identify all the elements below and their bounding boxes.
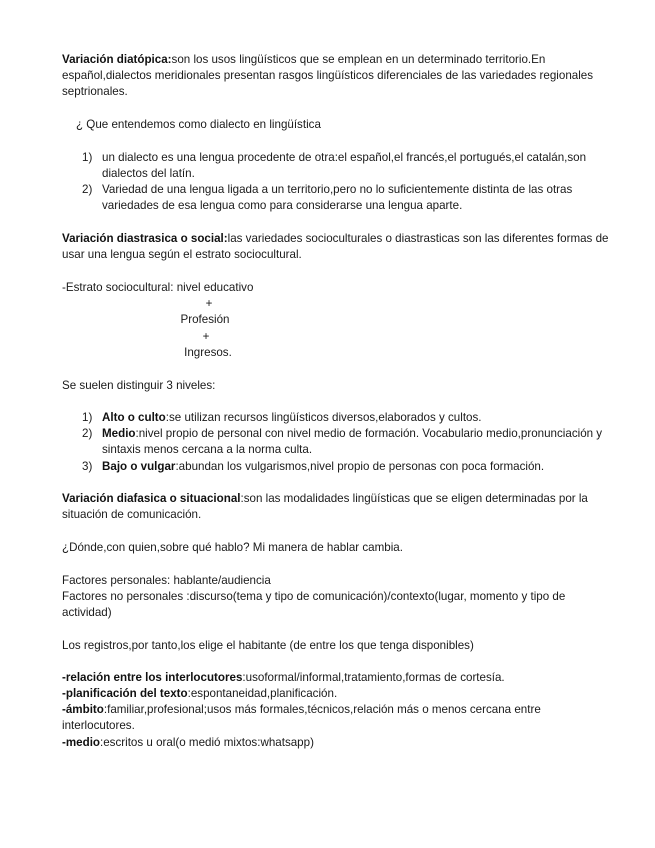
diastratica-paragraph (62, 231, 610, 263)
list-number: 3) (82, 460, 93, 473)
nivel-text: :se utilizan recursos lingüísticos diversos,elaborados y cultos. (165, 411, 482, 424)
plus-sign: + (202, 330, 210, 343)
registro-text: :escritos u oral(o medió mixtos:whatsapp) (100, 736, 314, 749)
diastratica-term: Variación diastrasica o social: (62, 232, 228, 245)
diafasica-term: Variación diafasica o situacional (62, 492, 241, 505)
diastratica-text: las variedades socioculturales o diastrasticas son las diferentes formas de usar una lengua según el estrato sociocultural. (62, 232, 609, 262)
list-number: 2) (82, 183, 93, 196)
nivel-term: Medio (102, 427, 136, 440)
registro-item (62, 686, 610, 702)
list-text: Variedad de una lengua ligada a un territorio,pero no lo suficientemente distinta de las otras variedades de esa lengua como para considerarse una lengua aparte. (102, 183, 573, 213)
registro-text: :usoformal/informal,tratamiento,formas de cortesía. (242, 671, 505, 684)
registro-item (62, 670, 610, 686)
registro-item (62, 735, 610, 751)
factores-no-personales: Factores no personales :discurso(tema y tipo de comunicación)/contexto(lugar, momento y tipo de actividad) (62, 590, 566, 620)
ingresos-label: Ingresos. (184, 346, 232, 359)
estrato-label: -Estrato sociocultural: nivel educativo (62, 281, 254, 294)
registro-term: -planificación del texto (62, 687, 188, 700)
niveles-intro: Se suelen distinguir 3 niveles: (62, 379, 216, 392)
nivel-term: Alto o culto (102, 411, 166, 424)
factores-personales: Factores personales: hablante/audiencia (62, 574, 271, 587)
list-text (102, 426, 612, 458)
diafasica-paragraph (62, 491, 610, 523)
profesion-label: Profesión (180, 313, 230, 326)
registro-item (62, 702, 610, 734)
diatopica-text: son los usos lingüísticos que se emplean en un determinado territorio.En español,dialectos meridionales presentan rasgos lingüísticos diferenciales de las variedades regionales septrionales. (62, 53, 594, 99)
registro-term: -relación entre los interlocutores (62, 671, 243, 684)
registro-text: :espontaneidad,planificación. (187, 687, 338, 700)
nivel-term: Bajo o vulgar (102, 460, 176, 473)
list-number: 2) (82, 427, 93, 440)
dialect-question: ¿ Que entendemos como dialecto en lingüística (76, 118, 321, 131)
situation-question: ¿Dónde,con quien,sobre qué hablo? Mi manera de hablar cambia. (62, 541, 403, 554)
list-text (102, 459, 612, 475)
registros-intro: Los registros,por tanto,los elige el habitante (de entre los que tenga disponibles) (62, 639, 474, 652)
registro-text: :familiar,profesional;usos más formales,técnicos,relación más o menos cercana entre interlocutores. (62, 703, 541, 733)
nivel-text: :abundan los vulgarismos,nivel propio de personas con poca formación. (175, 460, 545, 473)
list-number: 1) (82, 411, 93, 424)
nivel-text: :nivel propio de personal con nivel medio de formación. Vocabulario medio,pronunciación y sintaxis menos cercana a la norma culta. (102, 427, 603, 457)
list-text: un dialecto es una lengua procedente de otra:el español,el francés,el portugués,el catalán,son dialectos del latín. (102, 151, 587, 181)
registro-term: -medio (62, 736, 101, 749)
diatopica-term: Variación diatópica: (62, 53, 172, 66)
list-text (102, 410, 612, 426)
registro-term: -ámbito (62, 703, 104, 716)
list-number: 1) (82, 151, 93, 164)
diatopica-paragraph (62, 52, 610, 101)
plus-sign: + (205, 297, 213, 310)
diafasica-text: :son las modalidades lingüísticas que se eligen determinadas por la situación de comunicación. (62, 492, 588, 522)
